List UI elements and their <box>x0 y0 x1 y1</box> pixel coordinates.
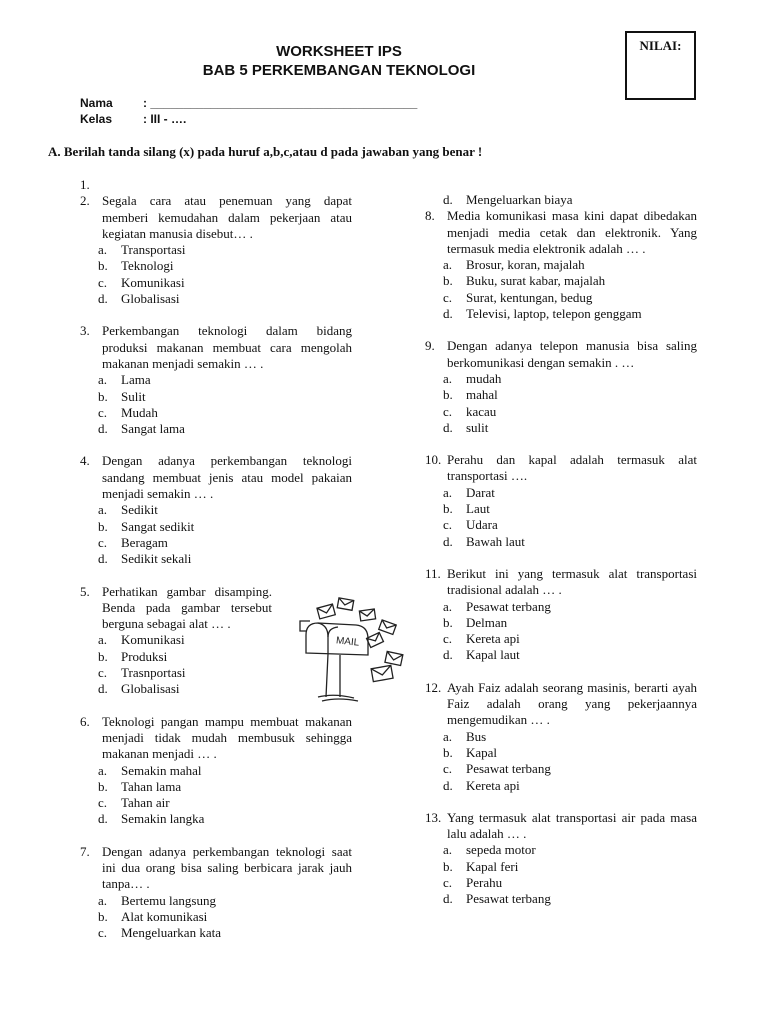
answer-option[interactable] <box>425 647 697 663</box>
question-item <box>425 208 697 322</box>
option-text: Brosur, koran, majalah <box>466 257 585 273</box>
option-letter: b. <box>98 518 108 534</box>
option-letter: c. <box>98 665 108 681</box>
option-letter: a. <box>443 598 453 614</box>
option-letter: b. <box>98 778 108 794</box>
question-row <box>80 714 352 763</box>
option-text: Tahan air <box>121 795 170 811</box>
answer-option[interactable] <box>80 291 352 307</box>
option-text: Beragam <box>121 534 168 550</box>
answer-option[interactable] <box>425 859 697 875</box>
option-letter: a. <box>98 502 108 518</box>
option-letter: b. <box>98 648 108 664</box>
class-field[interactable]: : III - …. <box>143 112 187 126</box>
question-item <box>80 453 352 567</box>
mailbox-label: MAIL <box>335 635 360 649</box>
answer-option[interactable] <box>80 893 352 909</box>
question-row <box>80 323 352 372</box>
question-item <box>425 810 697 908</box>
envelope-icon <box>317 604 335 619</box>
option-text: Bawah laut <box>466 533 525 549</box>
option-letter: a. <box>98 242 108 258</box>
option-text: Trasnportasi <box>121 665 186 681</box>
answer-option[interactable] <box>80 275 352 291</box>
question-text <box>102 177 352 193</box>
option-text: Sangat lama <box>121 421 185 437</box>
envelope-icon <box>367 633 384 648</box>
option-text: Semakin mahal <box>121 762 202 778</box>
option-text: Laut <box>466 501 490 517</box>
option-letter: c. <box>443 289 453 305</box>
answer-option[interactable] <box>425 599 697 615</box>
question-item <box>425 338 697 436</box>
option-text: Sangat sedikit <box>121 518 195 534</box>
question-row <box>80 844 352 893</box>
question-text: Ayah Faiz adalah seorang masinis, berarti ayah Faiz adalah orang yang pekerjaannya mengemudikan … . <box>447 679 697 728</box>
answer-option[interactable] <box>425 273 697 289</box>
answer-option[interactable] <box>80 811 352 827</box>
option-text: mahal <box>466 387 498 403</box>
mailbox-picture <box>298 597 410 707</box>
answer-option[interactable] <box>80 502 352 518</box>
answer-option[interactable] <box>425 761 697 777</box>
option-letter: a. <box>443 728 453 744</box>
left-question-column <box>80 177 352 941</box>
option-text: Semakin langka <box>121 811 205 827</box>
question-row <box>80 453 352 502</box>
question-item <box>80 323 352 437</box>
option-text: Globalisasi <box>121 291 180 307</box>
option-text: Mudah <box>121 404 158 420</box>
option-text: Pesawat terbang <box>466 761 551 777</box>
option-letter: d. <box>443 306 453 322</box>
answer-option[interactable] <box>425 371 697 387</box>
option-letter: a. <box>443 484 453 500</box>
answer-option[interactable] <box>425 534 697 550</box>
answer-option[interactable] <box>425 306 697 322</box>
answer-option[interactable] <box>425 875 697 891</box>
question-text: Dengan adanya perkembangan teknologi saat ini dua orang bisa saling berbicara jarak jauh tanpa… . <box>102 843 352 892</box>
question-text: Dengan adanya perkembangan teknologi sandang membuat jenis atau model pakaian menjadi semakin … . <box>102 453 352 502</box>
answer-option[interactable] <box>80 535 352 551</box>
worksheet-subtitle: BAB 5 PERKEMBANGAN TEKNOLOGI <box>202 62 476 79</box>
option-text: Globalisasi <box>121 681 180 697</box>
option-text: sepeda motor <box>466 842 536 858</box>
question-row <box>425 208 697 257</box>
option-letter: b. <box>443 858 453 874</box>
question-text: Media komunikasi masa kini dapat dibedakan menjadi media cetak dan elektronik. Yang termasuk media elektronik adalah … . <box>447 208 697 256</box>
option-text: Mengeluarkan biaya <box>466 192 573 207</box>
option-letter: d. <box>443 533 453 549</box>
option-letter: c. <box>98 274 108 290</box>
option-letter: a. <box>98 372 108 388</box>
answer-option[interactable] <box>80 405 352 421</box>
question-text: Segala cara atau penemuan yang dapat memberi kemudahan dalam pekerjaan atau kegiatan manusia disebut… . <box>102 193 352 241</box>
score-box <box>625 31 696 100</box>
option-text: Alat komunikasi <box>121 908 208 924</box>
option-text: Teknologi <box>121 258 174 274</box>
option-letter: b. <box>443 744 453 760</box>
option-letter: b. <box>98 388 108 404</box>
option-letter: c. <box>98 795 108 811</box>
question-text: Perhatikan gambar disamping. Benda pada gambar tersebut berguna sebagai alat … . <box>102 583 272 632</box>
option-letter: d. <box>98 811 108 827</box>
question-text: Teknologi pangan mampu membuat makanan menjadi tidak mudah membusuk sehingga makanan menjadi … . <box>102 713 352 762</box>
question-number: 6. <box>80 713 90 729</box>
option-letter: d. <box>443 647 453 663</box>
question-row <box>425 452 697 485</box>
name-field[interactable]: : ________________________________________ <box>143 96 418 110</box>
option-text: Darat <box>466 484 495 500</box>
option-text: Buku, surat kabar, majalah <box>466 273 606 289</box>
answer-option[interactable] <box>425 290 697 306</box>
answer-option[interactable] <box>425 485 697 501</box>
option-text: Komunikasi <box>121 632 185 648</box>
worksheet-title: WORKSHEET IPS <box>276 43 402 60</box>
option-letter: a. <box>98 892 108 908</box>
question-item <box>425 452 697 550</box>
question-number: 10. <box>425 452 442 468</box>
option-letter: d. <box>443 192 453 207</box>
answer-option[interactable] <box>425 891 697 907</box>
question-row <box>80 177 352 193</box>
option-text: Kereta api <box>466 631 520 647</box>
option-letter: c. <box>443 874 453 890</box>
option-letter: d. <box>98 681 108 697</box>
class-label: Kelas <box>80 112 113 126</box>
envelope-icon <box>359 609 375 621</box>
question-row <box>80 193 352 242</box>
option-letter: b. <box>443 501 453 517</box>
option-text: kacau <box>466 403 497 419</box>
option-text: Produksi <box>121 648 168 664</box>
option-letter: a. <box>98 762 108 778</box>
option-letter: b. <box>98 258 108 274</box>
option-text: Pesawat terbang <box>466 891 551 907</box>
answer-option[interactable] <box>80 421 352 437</box>
answer-option[interactable] <box>425 745 697 761</box>
question-number: 12. <box>425 679 442 695</box>
option-text: Tahan lama <box>121 778 182 794</box>
question-number: 8. <box>425 208 435 224</box>
option-text: Kapal laut <box>466 647 520 663</box>
question-number: 9. <box>425 338 435 354</box>
option-text: Sulit <box>121 388 146 404</box>
question-number: 1. <box>80 177 90 192</box>
option-text: sulit <box>466 419 489 435</box>
option-letter: c. <box>443 631 453 647</box>
answer-option[interactable] <box>425 404 697 420</box>
answer-option[interactable] <box>80 551 352 567</box>
option-text: mudah <box>466 370 502 386</box>
envelope-icon <box>379 620 397 635</box>
option-letter: a. <box>443 370 453 386</box>
option-letter: a. <box>443 257 453 273</box>
question-item <box>425 680 697 794</box>
envelope-icon <box>337 598 354 610</box>
option-text: Komunikasi <box>121 274 185 290</box>
option-text: Udara <box>466 517 498 533</box>
option-letter: d. <box>443 777 453 793</box>
answer-option[interactable] <box>425 501 697 517</box>
question-item <box>80 193 352 307</box>
option-letter: a. <box>98 632 108 648</box>
answer-option[interactable] <box>425 192 697 208</box>
answer-option[interactable] <box>80 795 352 811</box>
option-letter: c. <box>443 517 453 533</box>
question-text: Berikut ini yang termasuk alat transportasi tradisional adalah … . <box>447 565 697 598</box>
option-text: Pesawat terbang <box>466 598 551 614</box>
name-label: Nama <box>80 96 113 110</box>
option-letter: b. <box>443 273 453 289</box>
answer-option[interactable] <box>425 420 697 436</box>
option-letter: d. <box>443 891 453 907</box>
answer-option[interactable] <box>425 615 697 631</box>
option-letter: a. <box>443 842 453 858</box>
option-text: Bus <box>466 728 487 744</box>
option-text: Mengeluarkan kata <box>121 925 221 941</box>
question-text: Perkembangan teknologi dalam bidang produksi makanan membuat cara mengolah makanan menjadi semakin … . <box>102 323 352 371</box>
option-text: Kapal feri <box>466 858 519 874</box>
option-text: Televisi, laptop, telepon genggam <box>466 306 642 322</box>
question-number: 3. <box>80 323 90 339</box>
option-letter: c. <box>98 534 108 550</box>
answer-option[interactable] <box>80 242 352 258</box>
question-number: 7. <box>80 843 90 859</box>
option-text: Bertemu langsung <box>121 892 216 908</box>
answer-option[interactable] <box>425 631 697 647</box>
answer-option[interactable] <box>425 387 697 403</box>
name-row <box>80 96 417 110</box>
answer-option[interactable] <box>425 517 697 533</box>
question-text: Dengan adanya telepon manusia bisa saling berkomunikasi dengan semakin . … <box>447 338 697 370</box>
answer-option[interactable] <box>80 519 352 535</box>
option-text: Lama <box>121 372 151 388</box>
option-letter: c. <box>443 403 453 419</box>
option-letter: b. <box>98 908 108 924</box>
option-letter: c. <box>443 761 453 777</box>
instruction: A. Berilah tanda silang (x) pada huruf a,b,c,atau d pada jawaban yang benar ! <box>48 144 483 159</box>
envelope-icon <box>371 665 393 681</box>
option-text: Sedikit <box>121 502 158 518</box>
option-letter: d. <box>98 421 108 437</box>
question-number: 2. <box>80 193 90 209</box>
right-question-column <box>425 192 697 908</box>
answer-option[interactable] <box>425 729 697 745</box>
question-row <box>425 338 697 371</box>
question-row <box>425 810 697 843</box>
question-number: 4. <box>80 453 90 469</box>
answer-option[interactable] <box>80 779 352 795</box>
question-text: Perahu dan kapal adalah termasuk alat transportasi …. <box>447 452 697 484</box>
option-letter: b. <box>443 387 453 403</box>
answer-option[interactable] <box>80 925 352 941</box>
option-text: Sedikit sekali <box>121 551 192 567</box>
class-row <box>80 112 186 126</box>
answer-option[interactable] <box>425 257 697 273</box>
question-item <box>80 177 352 193</box>
question-row <box>425 680 697 729</box>
question-number: 5. <box>80 583 90 599</box>
option-text: Transportasi <box>121 242 186 258</box>
question-row <box>425 566 697 599</box>
envelope-icon <box>385 651 403 665</box>
option-text: Perahu <box>466 874 503 890</box>
option-letter: d. <box>98 291 108 307</box>
answer-option[interactable] <box>80 258 352 274</box>
answer-option[interactable] <box>80 389 352 405</box>
question-number: 11. <box>425 565 441 581</box>
answer-option[interactable] <box>80 763 352 779</box>
question-number: 13. <box>425 809 442 825</box>
option-letter: c. <box>98 925 108 941</box>
score-label: NILAI: <box>639 38 682 53</box>
answer-option[interactable] <box>425 842 697 858</box>
option-text: Kapal <box>466 744 498 760</box>
option-letter: b. <box>443 614 453 630</box>
option-letter: c. <box>98 404 108 420</box>
answer-option[interactable] <box>425 778 697 794</box>
question-item <box>80 844 352 942</box>
answer-option[interactable] <box>80 909 352 925</box>
option-letter: d. <box>443 419 453 435</box>
option-text: Delman <box>466 614 508 630</box>
question-item <box>80 714 352 828</box>
option-text: Kereta api <box>466 777 520 793</box>
option-letter: d. <box>98 551 108 567</box>
question-text: Yang termasuk alat transportasi air pada masa lalu adalah … . <box>447 809 697 842</box>
answer-option[interactable] <box>80 372 352 388</box>
question-item <box>425 566 697 664</box>
option-text: Surat, kentungan, bedug <box>466 289 593 305</box>
